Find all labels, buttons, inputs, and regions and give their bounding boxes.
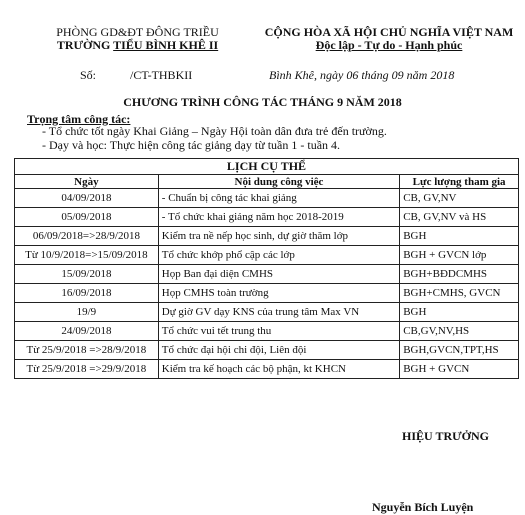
row-participants: BGH <box>400 227 519 246</box>
row-task: Họp CMHS toàn trường <box>158 284 399 303</box>
column-header-participants: Lực lượng tham gia <box>400 175 519 189</box>
document-title: CHƯƠNG TRÌNH CÔNG TÁC THÁNG 9 NĂM 2018 <box>123 95 402 109</box>
table-row <box>15 227 519 246</box>
row-participants: BGH,GVCN,TPT,HS <box>400 341 519 360</box>
national-heading-block <box>258 26 520 52</box>
focus-item: - Dạy và học: Thực hiện công tác giảng dạy từ tuần 1 - tuần 4. <box>42 138 341 152</box>
table-row <box>15 360 519 379</box>
row-date: 04/09/2018 <box>15 189 159 208</box>
schedule-heading: LỊCH CỤ THỂ <box>15 159 519 175</box>
table-row <box>15 208 519 227</box>
row-task: Tổ chức đại hội chi đội, Liên đội <box>158 341 399 360</box>
row-task: Dự giờ GV dạy KNS của trung tâm Max VN <box>158 303 399 322</box>
schedule-table <box>14 158 519 379</box>
row-date: 16/09/2018 <box>15 284 159 303</box>
row-task: Kiểm tra nề nếp học sinh, dự giờ thăm lớp <box>158 227 399 246</box>
department-name: PHÒNG GD&ĐT ĐÔNG TRIỀU <box>56 25 219 39</box>
doc-reference: /CT-THBKII <box>130 68 193 82</box>
place-date: Bình Khê, ngày 06 tháng 09 năm 2018 <box>269 68 455 82</box>
row-task: Kiểm tra kế hoạch các bộ phận, kt KHCN <box>158 360 399 379</box>
row-date: 05/09/2018 <box>15 208 159 227</box>
row-date: 24/09/2018 <box>15 322 159 341</box>
row-task: - Tổ chức khai giảng năm học 2018-2019 <box>158 208 399 227</box>
table-row <box>15 246 519 265</box>
table-row <box>15 284 519 303</box>
row-participants: BGH+BĐDCMHS <box>400 265 519 284</box>
row-date: 19/9 <box>15 303 159 322</box>
row-task: Tổ chức khớp phổ cập các lớp <box>158 246 399 265</box>
sender-org-block <box>30 26 245 52</box>
focus-item: - Tổ chức tốt ngày Khai Giảng – Ngày Hội toàn dân đưa trẻ đến trường. <box>42 124 387 138</box>
table-row <box>15 303 519 322</box>
school-line <box>30 39 245 52</box>
row-date: Từ 10/9/2018=>15/09/2018 <box>15 246 159 265</box>
school-name: TIỂU BÌNH KHÊ II <box>113 38 219 52</box>
table-header-row <box>15 175 519 189</box>
column-header-date: Ngày <box>15 175 159 189</box>
row-participants: BGH <box>400 303 519 322</box>
column-header-content: Nội dung công việc <box>158 175 399 189</box>
row-date: Từ 25/9/2018 =>28/9/2018 <box>15 341 159 360</box>
signatory-name: Nguyễn Bích Luyện <box>372 500 474 514</box>
row-task: - Chuẩn bị công tác khai giảng <box>158 189 399 208</box>
table-row <box>15 341 519 360</box>
row-task: Họp Ban đại diện CMHS <box>158 265 399 284</box>
row-participants: BGH + GVCN <box>400 360 519 379</box>
school-prefix: TRƯỜNG <box>56 38 114 52</box>
signatory-title: HIỆU TRƯỞNG <box>402 429 490 443</box>
row-participants: BGH+CMHS, GVCN <box>400 284 519 303</box>
focus-heading: Trọng tâm công tác: <box>27 112 131 126</box>
row-participants: BGH + GVCN lớp <box>400 246 519 265</box>
row-date: 15/09/2018 <box>15 265 159 284</box>
table-row <box>15 189 519 208</box>
row-date: Từ 25/9/2018 =>29/9/2018 <box>15 360 159 379</box>
doc-number-label: Số: <box>80 68 97 82</box>
row-date: 06/09/2018=>28/9/2018 <box>15 227 159 246</box>
table-row <box>15 322 519 341</box>
row-participants: CB, GV,NV <box>400 189 519 208</box>
national-motto: Độc lập - Tự do - Hạnh phúc <box>315 38 463 52</box>
row-participants: CB, GV,NV và HS <box>400 208 519 227</box>
country-name: CỘNG HÒA XÃ HỘI CHỦ NGHĨA VIỆT NAM <box>264 25 514 39</box>
table-row <box>15 265 519 284</box>
row-participants: CB,GV,NV,HS <box>400 322 519 341</box>
row-task: Tổ chức vui tết trung thu <box>158 322 399 341</box>
